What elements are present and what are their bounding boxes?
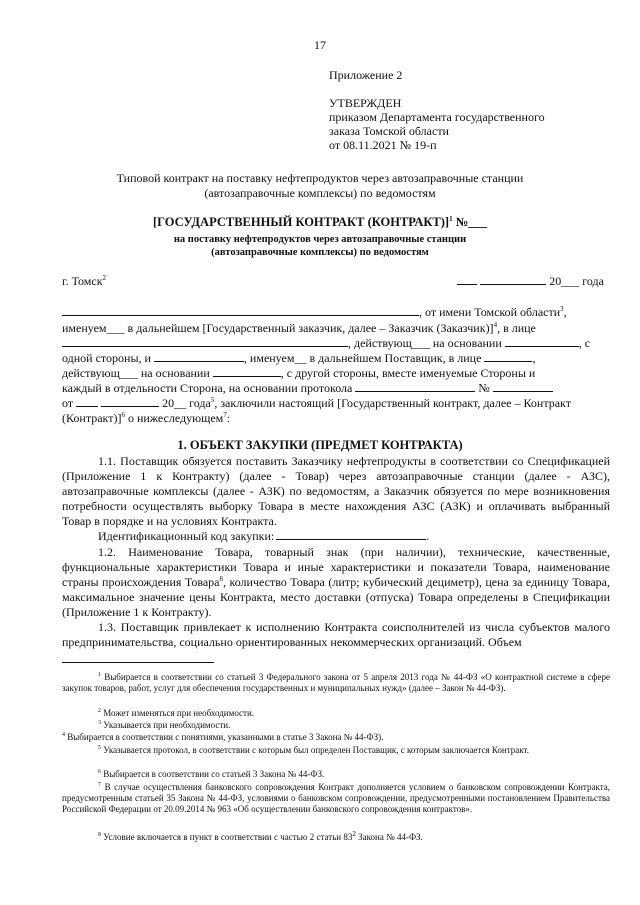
paragraph-1-1: 1.1. Поставщик обязуется поставить Заказчику нефтепродукты в соответствии со Спецификацией (Приложение 1 к Контракту) (далее - Товар) через автозаправочные станции (далее - АЗС), автозаправочные комплексы (далее - АЗК) по ведомостям, а Заказчик обязуется по мере возникновения потребности осуществлять выборку Товара в месте нахождения АЗС (АЗК) и оплачивать выбранный Товар в порядке и на условиях Контракта. — [62, 454, 610, 528]
parties-text-5a: действующ___ на основании — [62, 366, 210, 380]
parties-text-2b: , в лице — [497, 321, 536, 335]
contract-title-main: [ГОСУДАРСТВЕННЫЙ КОНТРАКТ (КОНТРАКТ)] — [152, 215, 450, 229]
contract-subtitle-2: (автозаправочные комплексы) по ведомостям — [211, 247, 429, 258]
footnote-8-number: 8 — [98, 832, 101, 838]
footnote-ref-5: 5 — [210, 396, 215, 404]
footnote-separator — [62, 662, 214, 663]
footnote-ref-8: 8 — [219, 575, 223, 583]
parties-text-1a: , от имени Томской области — [419, 305, 561, 319]
footnote-1 — [62, 672, 610, 694]
paragraph-1-2-b: , количество Товара (литр; кубический дециметр), цена за единицу Товара, максимальное значение цены Контракта, место доставки (отпуска) Товара определены в Спецификации (Приложение 1 к Контракту). — [62, 575, 610, 619]
footnote-ref-6: 6 — [121, 411, 125, 419]
footnote-3-text: Указывается при необходимости. — [101, 720, 231, 730]
contract-subtitle — [0, 233, 640, 259]
footnote-7-text: В случае осуществления банковского сопровождения Контракт дополняется условием о банковском сопровождении Контракта, предусмотренным статьей 35 Закона № 44-ФЗ, условиями о банковском сопровождении, предусмотренными постановлением Правительства Российской Федерации от 20.09.2014 № 963 «Об осуществлении банковского сопровождения контрактов». — [62, 782, 610, 814]
footnote-6 — [62, 769, 610, 780]
footnote-ref-2: 2 — [102, 274, 107, 282]
parties-line-4 — [62, 351, 610, 366]
footnote-8-sup: 2 — [352, 830, 356, 838]
footnote-3-number: 3 — [98, 720, 101, 726]
paragraph-1-2 — [62, 545, 610, 620]
footnote-4-number: 4 — [62, 732, 65, 738]
page-number: 17 — [314, 38, 326, 52]
parties-text-8b: о нижеследующем — [124, 411, 224, 425]
doc-title-line-2: (автозаправочные комплексы) по ведомостям — [204, 186, 436, 200]
footnote-8 — [62, 832, 610, 843]
parties-text-3b: , с — [578, 336, 591, 350]
parties-text-7c: , заключили настоящий [Государственный контракт, далее – Контракт — [214, 396, 571, 410]
footnote-8-text-b: Закона № 44-ФЗ. — [355, 832, 423, 842]
footnote-2-text: Может изменяться при необходимости. — [101, 708, 255, 718]
parties-line-6 — [62, 381, 610, 396]
city: г. Томск — [62, 274, 103, 288]
parties-text-4c: , — [532, 351, 536, 365]
footnote-2 — [62, 708, 610, 719]
approval-line-2: заказа Томской области — [329, 124, 449, 138]
parties-text-2a: именуем___ в дальнейшем [Государственный заказчик, далее – Заказчик (Заказчик)] — [62, 321, 494, 335]
parties-line-3 — [62, 336, 610, 351]
year: 20___ года — [549, 274, 604, 288]
footnote-7-number: 7 — [98, 782, 101, 788]
approval-line-1: приказом Департамента государственного — [329, 110, 545, 124]
footnote-1-number: 1 — [98, 672, 101, 678]
parties-line-8 — [62, 411, 610, 426]
parties-text-5b: , с другой стороны, вместе именуемые Стороны и — [280, 366, 536, 380]
footnote-ref-7: 7 — [223, 411, 227, 419]
place-date-row — [62, 274, 610, 289]
footnote-8-text-a: Условие включается в пункт в соответствии с частью 2 статьи 83 — [101, 832, 353, 842]
procurement-code-line: Идентификационный код закупки: . — [98, 529, 430, 543]
contract-title — [0, 215, 640, 230]
parties-text-6b: № — [478, 381, 490, 395]
footnote-6-number: 6 — [98, 769, 101, 775]
parties-text-6a: каждый в отдельности Сторона, на основании протокола — [62, 381, 353, 395]
appendix-label: Приложение 2 — [329, 68, 403, 82]
footnote-5-text: Указывается протокол, в соответствии с которым был определен Поставщик, с которым заключается Контракт. — [101, 745, 530, 755]
footnote-ref-4: 4 — [493, 321, 498, 329]
doc-title — [0, 171, 640, 201]
footnote-2-number: 2 — [98, 708, 101, 714]
parties-text-4a: одной стороны, и — [62, 351, 151, 365]
approval-block — [329, 68, 545, 152]
footnote-5-number: 5 — [98, 745, 101, 751]
procurement-code-label: Идентификационный код закупки: — [98, 529, 275, 543]
paragraph-1-3: 1.3. Поставщик привлекает к исполнению Контракта соисполнителей из числа субъектов малого предпринимательства, социально ориентированных некоммерческих организаций. Объем — [62, 620, 610, 649]
parties-text-8a: (Контракт)] — [62, 411, 122, 425]
parties-text-4b: , именуем__ в дальнейшем Поставщик, в лице — [243, 351, 482, 365]
section-1-heading: 1. ОБЪЕКТ ЗАКУПКИ (ПРЕДМЕТ КОНТРАКТА) — [177, 438, 463, 452]
footnote-4-text: Выбирается в соответствии с понятиями, указанными в статье 3 Закона № 44-ФЗ). — [65, 732, 384, 742]
approval-line-3: от 08.11.2021 № 19-п — [329, 138, 437, 152]
contract-number: №___ — [452, 215, 488, 229]
footnote-6-text: Выбирается в соответствии со статьей 3 Закона № 44-ФЗ. — [101, 769, 325, 779]
parties-line-7 — [62, 396, 610, 411]
footnote-7 — [62, 782, 610, 815]
footnote-3 — [62, 720, 610, 731]
parties-text-3a: , действующ___ на основании — [348, 336, 502, 350]
parties-text-8c: : — [226, 411, 231, 425]
contract-subtitle-1: на поставку нефтепродуктов через автозаправочные станции — [173, 234, 467, 245]
footnote-ref-3: 3 — [560, 305, 564, 313]
footnote-4 — [62, 732, 610, 743]
parties-line-1 — [62, 305, 610, 320]
parties-text-1b: , — [563, 305, 567, 319]
parties-line-2 — [62, 321, 610, 336]
parties-text-7b: 20__ года — [162, 396, 211, 410]
parties-line-5 — [62, 366, 610, 381]
doc-title-line-1: Типовой контракт на поставку нефтепродуктов через автозаправочные станции — [116, 171, 524, 185]
approved-label: УТВЕРЖДЕН — [329, 96, 402, 110]
footnote-1-text: Выбирается в соответствии со статьей 3 Федерального закона от 5 апреля 2013 года № 44-ФЗ «О контрактной системе в сфере закупок товаров, работ, услуг для обеспечения государственных и муниципальных нужд» (далее – Закон № 44-ФЗ). — [62, 672, 610, 693]
parties-text-7a: от — [62, 396, 74, 410]
footnote-5 — [62, 745, 610, 756]
paragraph-1-2-a: 1.2. Наименование Товара, товарный знак (при наличии), технические, качественные, функциональные характеристики Товара и иные характеристики и показатели Товара, наименование страны происхождения Товара — [62, 545, 610, 589]
footnote-ref-1: 1 — [449, 214, 453, 223]
